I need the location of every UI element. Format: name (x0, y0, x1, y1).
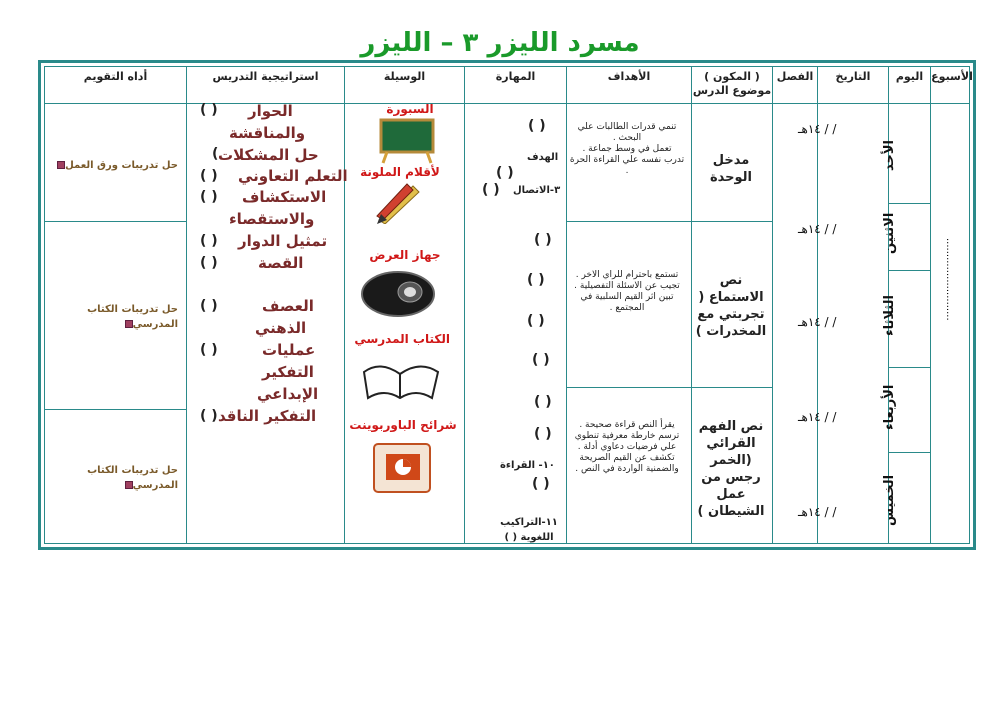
header-divider (45, 103, 969, 104)
strategy-paren: ( ) (200, 298, 218, 314)
header-component: ( المكون ) (704, 70, 760, 83)
day-sunday: الأحد (882, 139, 897, 171)
evaluation-1 (48, 158, 178, 173)
goal-item: تنمي قدرات الطالبات علي البحث . (577, 122, 677, 143)
strategy-paren: ( ) (200, 102, 218, 118)
tool-label-powerpoint: شرائح الباوربوينت (349, 418, 457, 432)
col-divider (464, 67, 465, 543)
strategy-item: والمناقشة (229, 124, 306, 142)
strategy-item: الإبداعي (257, 385, 319, 403)
strategy-paren: ( (212, 146, 219, 162)
col-divider (566, 67, 567, 543)
colored-pencils-icon (373, 180, 423, 228)
powerpoint-icon (372, 440, 432, 500)
skill-paren: ( ) (527, 272, 545, 288)
skill-paren: ( ) (482, 182, 500, 198)
projector-icon (358, 262, 438, 328)
strategy-paren: ( ) (200, 408, 218, 424)
topic-divider (566, 387, 772, 388)
header-week: الأسبوع (930, 67, 973, 103)
date-cell: / / ١٤هـ (798, 410, 837, 424)
col-divider (344, 67, 345, 543)
strategy-item: القصة (258, 254, 304, 272)
bullet-icon (57, 161, 65, 169)
strategy-paren: ( ) (200, 189, 218, 205)
day-monday: الاثنين (882, 212, 897, 254)
strategy-item: الذهني (255, 319, 307, 337)
col-divider (930, 67, 931, 543)
bullet-icon (125, 320, 133, 328)
date-cell: / / ١٤هـ (798, 505, 837, 519)
evaluation-2 (48, 302, 178, 332)
strategy-item: الحوار (248, 102, 293, 120)
skill-paren: ( ) (534, 426, 552, 442)
topic-3: نص الفهم القرائي (الخمر رجس من عمل الشيطان ) (697, 419, 765, 519)
skill-ittisal: ٣-الاتصال (513, 185, 561, 196)
goal-item: تستمع باحترام للراي الاخر . (575, 270, 679, 280)
strategy-item: حل المشكلات (218, 146, 319, 164)
strategy-item: عمليات (262, 341, 316, 359)
strategy-item: تمثيل الدوار (238, 232, 328, 250)
open-book-icon (360, 352, 442, 408)
strategy-item: التفكير (262, 363, 314, 381)
bullet-icon (125, 481, 133, 489)
day-wednesday: الأربعاء (882, 384, 897, 431)
goal-item: تكشف عن القيم الصريحة والضمنية الواردة في النص . (575, 453, 679, 474)
col-divider (186, 67, 187, 543)
goal-item: تدرب نفسه علي القراءة الحرة . (569, 155, 685, 176)
evaluation-text: حل تدريبات الكتاب المدرسي (87, 465, 178, 491)
goal-item: تعمل في وسط جماعة . (582, 144, 672, 154)
skill-tarakeeb: ١١-التراكيب اللغوية ( ) (500, 517, 558, 543)
chalkboard-icon (377, 118, 437, 168)
col-divider (817, 67, 818, 543)
header-evaluation: أداه التقويم (83, 70, 148, 83)
header-day: اليوم (888, 67, 930, 103)
strategy-paren: ( ) (200, 168, 218, 184)
header-class: الفصل (772, 67, 817, 103)
page-title: مسرد الليزر ٣ – الليزر (360, 28, 640, 58)
goals-1 (568, 122, 686, 177)
header-tool: الوسيلة (344, 67, 464, 103)
goal-item: تجيب عن الاسئلة التفصيلية . (574, 281, 680, 291)
strategy-item: التعلم التعاوني (238, 167, 348, 185)
strategy-item: التفكير الناقد (218, 407, 317, 425)
tool-label-board: السبورة (386, 102, 434, 116)
goal-item: ترسم خارطة معرفية تنطوي علي فرضيات دعاوي أدلة . (574, 431, 680, 452)
header-goals: الأهداف (566, 67, 691, 103)
header-strategy: استراتيجية التدريس (186, 67, 344, 103)
skill-paren: ( ) (532, 476, 550, 492)
skill-paren: ( ) (496, 165, 514, 181)
topic-1: مدخل الوحدة (709, 153, 753, 185)
topic-divider (566, 221, 772, 222)
topic-2: نص الاستماع ( تجربتي مع المخدرات ) (695, 273, 767, 339)
strategy-paren: ( ) (200, 255, 218, 271)
skill-paren: ( ) (528, 118, 546, 134)
day-thursday: الخميس (882, 474, 897, 526)
strategy-item: والاستقصاء (229, 210, 315, 228)
tool-label-projector: جهاز العرض (369, 248, 441, 262)
goal-item: تبين اثر القيم السلبية في المجتمع . (580, 292, 674, 313)
day-tuesday: الثلاثاء (882, 295, 897, 337)
evaluation-text: حل تدريبات ورق العمل (65, 160, 178, 171)
goal-item: يقرأ النص قراءة صحيحة . (579, 420, 675, 430)
eval-divider (45, 221, 186, 222)
strategy-item: العصف (262, 297, 314, 315)
skill-paren: ( ) (534, 232, 552, 248)
header-skill: المهارة (464, 67, 566, 103)
header-topic-label: موضوع الدرس (692, 84, 772, 97)
skill-qiraa: ١٠- القراءة (500, 460, 555, 471)
header-date: التاريخ (817, 67, 888, 103)
skill-hadaf: الهدف (527, 152, 559, 163)
strategy-paren: ( ) (200, 342, 218, 358)
evaluation-text: حل تدريبات الكتاب المدرسي (87, 304, 178, 330)
goals-2 (568, 270, 686, 314)
date-cell: / / ١٤هـ (798, 315, 837, 329)
skill-paren: ( ) (534, 394, 552, 410)
eval-divider (45, 409, 186, 410)
evaluation-3 (48, 463, 178, 493)
header-topic (691, 67, 772, 103)
strategy-paren: ( ) (200, 233, 218, 249)
date-cell: / / ١٤هـ (798, 222, 837, 236)
week-dots: .......................... (944, 238, 955, 321)
tool-label-pens: لأقلام الملونة (360, 165, 440, 179)
date-cell: / / ١٤هـ (798, 122, 837, 136)
tool-label-textbook: الكتاب المدرسي (354, 332, 450, 346)
skill-paren: ( ) (527, 313, 545, 329)
goals-3 (568, 420, 686, 475)
skill-paren: ( ) (532, 352, 550, 368)
col-divider (772, 67, 773, 543)
strategy-item: الاستكشاف (242, 188, 327, 206)
